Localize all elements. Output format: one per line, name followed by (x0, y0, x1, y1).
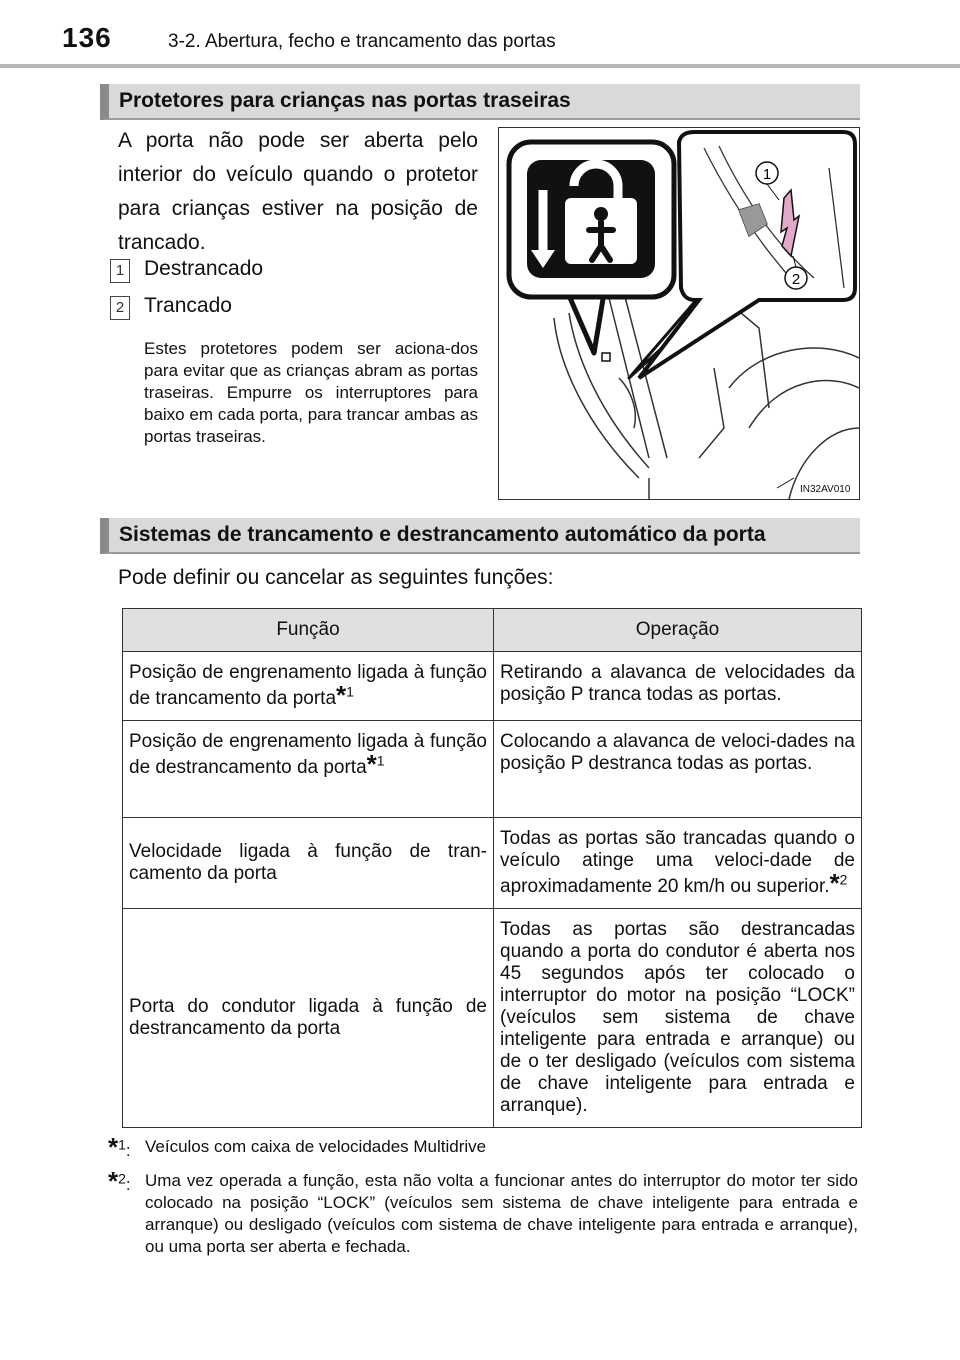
footnote-star: * (829, 868, 840, 898)
section-heading-child-protectors (100, 84, 860, 120)
section-title: Sistemas de trancamento e destrancamento automático da porta (119, 523, 766, 546)
callout-2-label: 2 (791, 271, 801, 288)
functions-table (122, 608, 862, 1128)
operation-cell: Colocando a alavanca de veloci-dades na posição P destranca todas as portas. (494, 721, 862, 818)
footnote-1 (108, 1132, 858, 1162)
table-row (123, 721, 862, 818)
footnote-ref: 2 (839, 871, 848, 888)
operation-cell: Retirando a alavanca de velocidades da posição P tranca todas as portas. (494, 652, 862, 721)
footnote-mark: *$^1$: (108, 1132, 131, 1162)
footnote-ref: 1 (346, 683, 354, 700)
function-cell (123, 652, 494, 721)
illustration-drawing (499, 128, 859, 499)
operation-cell (494, 818, 862, 909)
item-label-unlocked: Destrancado (144, 257, 264, 280)
chapter-title: 3-2. Abertura, fecho e trancamento das portas (168, 31, 556, 52)
table-row (123, 909, 862, 1128)
function-cell: Porta do condutor ligada à função de destrancamento da porta (123, 909, 494, 1128)
column-header-operation: Operação (494, 609, 862, 652)
function-cell (123, 721, 494, 818)
footnote-mark: *$^2$: (108, 1166, 131, 1196)
function-cell: Velocidade ligada à função de tran-camento da porta (123, 818, 494, 909)
section-heading-auto-lock (100, 518, 860, 554)
note-paragraph: Estes protetores podem ser aciona-dos para evitar que as crianças abram as portas traseiras. Empurre os interruptores para baixo em cada porta, para trancar ambas as portas traseiras. (144, 339, 478, 446)
footnote-text: Veículos com caixa de velocidades Multidrive (145, 1137, 487, 1156)
footnote-star: * (366, 749, 377, 779)
function-text: Posição de engrenamento ligada à função de trancamento da porta (129, 662, 487, 709)
function-text: Posição de engrenamento ligada à função de destrancamento da porta (129, 731, 487, 778)
intro-paragraph: A porta não pode ser aberta pelo interior do veículo quando o protetor para crianças estiver na posição de trancado. (118, 129, 478, 254)
footnote-ref: 1 (376, 752, 385, 769)
footnote-star: * (336, 680, 347, 710)
item-label-locked: Trancado (144, 294, 232, 317)
operation-cell: Todas as portas são destrancadas quando a porta do condutor é aberta nos 45 segundos após ter colocado o interruptor do motor na posição “LOCK” (veículos sem sistema de chave inteligente para entrada e arranque) ou de o ter desligado (veículos com sistema de chave inteligente para entrada e arranque). (494, 909, 862, 1128)
footnote-number: 1 (118, 1136, 126, 1153)
footnote-text: Uma vez operada a função, esta não volta a funcionar antes do interruptor do motor ter sido colocado na posição “LOCK” (veículos sem sistema de chave inteligente para entrada e arranque) ou desligado (veículos com sistema de chave inteligente para entrada e arranque), ou uma porta ser aberta e fechada. (145, 1171, 858, 1256)
table-header-row (123, 609, 862, 652)
table-row (123, 818, 862, 909)
item-number-2: 2 (110, 296, 130, 320)
child-lock-illustration (498, 127, 860, 500)
operation-text: Todas as portas são trancadas quando o veículo atinge uma veloci-dade de aproximadamente 20 km/h ou superior. (500, 828, 855, 897)
figure-code: IN32AV010 (800, 484, 851, 495)
callout-1-label: 1 (762, 166, 772, 183)
footnote-2 (108, 1166, 858, 1258)
page-number: 136 (62, 22, 112, 53)
section-title: Protetores para crianças nas portas traseiras (119, 89, 571, 112)
item-number-1: 1 (110, 259, 130, 283)
column-header-function: Função (123, 609, 494, 652)
table-intro: Pode definir ou cancelar as seguintes funções: (118, 566, 554, 589)
header-rule (0, 64, 960, 68)
table-row (123, 652, 862, 721)
footnote-number: 2 (118, 1170, 126, 1187)
